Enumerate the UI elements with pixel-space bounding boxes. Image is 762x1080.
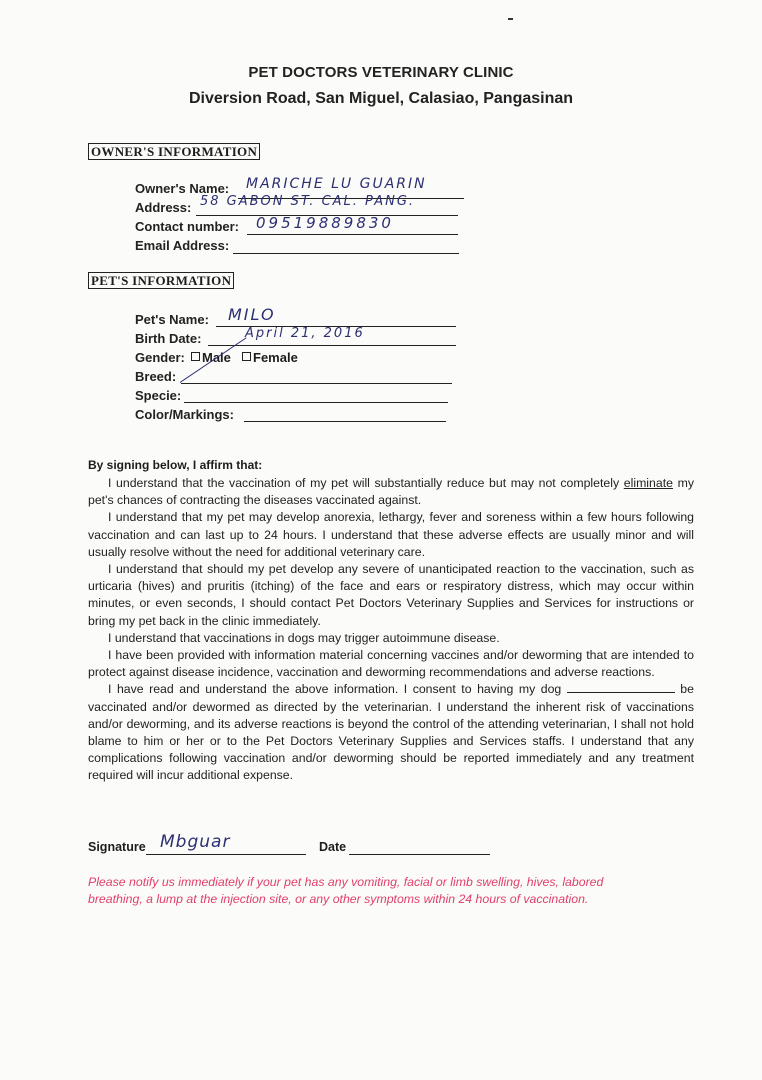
clinic-address: Diversion Road, San Miguel, Calasiao, Pangasinan	[188, 90, 574, 107]
specie-line	[184, 402, 448, 403]
gender-female-option[interactable]	[242, 350, 298, 365]
email-address-label: Email Address:	[135, 238, 230, 253]
dog-name-blank[interactable]	[567, 682, 675, 693]
owner-address-field[interactable]: 58 GABON ST. CAL. PANG.	[200, 194, 416, 209]
owner-name-label: Owner's Name:	[135, 181, 230, 196]
affirmation-body	[88, 475, 694, 785]
contact-number-field[interactable]: 09519889830	[256, 214, 394, 232]
pet-name-field[interactable]: MILO	[228, 305, 276, 324]
owner-section-heading: OWNER'S INFORMATION	[88, 143, 260, 160]
scan-speck	[508, 18, 513, 20]
date-label: Date	[319, 840, 347, 854]
signature-line	[146, 854, 306, 855]
breed-label: Breed:	[135, 369, 177, 384]
gender-label: Gender:	[135, 350, 185, 365]
affirmation-paragraph: I understand that vaccinations in dogs may trigger autoimmune disease.	[108, 630, 500, 645]
signature-label: Signature	[88, 840, 146, 854]
email-address-line	[233, 253, 459, 254]
female-checkbox[interactable]	[242, 352, 251, 361]
notice-text: Please notify us immediately if your pet has any vomiting, facial or limb swelling, hives, labored breathing, a lump at the injection site, or any other symptoms within 24 hours of vaccination.	[88, 875, 604, 906]
birth-date-label: Birth Date:	[135, 331, 202, 346]
pet-name-label: Pet's Name:	[135, 312, 209, 327]
date-line	[349, 854, 490, 855]
color-markings-label: Color/Markings:	[135, 407, 234, 422]
female-label: Female	[253, 350, 298, 365]
affirmation-paragraph: I understand that the vaccination of my pet will substantially reduce but may not completely eliminate my pet's chances of contracting the diseases vaccinated against.	[88, 476, 695, 508]
contact-number-line	[247, 234, 458, 235]
specie-label: Specie:	[135, 388, 182, 403]
clinic-name: PET DOCTORS VETERINARY CLINIC	[248, 64, 514, 81]
color-markings-line	[244, 421, 446, 422]
male-checkbox[interactable]	[191, 352, 200, 361]
birth-date-line	[208, 345, 456, 346]
underlined-word: eliminate	[623, 476, 673, 490]
affirmation-paragraph: I have been provided with information material concerning vaccines and/or deworming that are intended to protect against disease incidence, vaccination and deworming recommendations and adverse reactions.	[88, 648, 694, 680]
owner-address-label: Address:	[135, 200, 192, 215]
male-label: Male	[202, 350, 231, 365]
pet-section-heading: PET'S INFORMATION	[88, 272, 234, 289]
signature-field[interactable]: Mbguar	[160, 832, 231, 852]
contact-number-label: Contact number:	[135, 219, 239, 234]
affirmation-paragraph: I understand that should my pet develop any severe of unanticipated reaction to the vaccination, such as urticaria (hives) and pruritis (itching) of the face and ears or respiratory distress, which may occur within minutes, or even seconds, I should contact Pet Doctors Veterinary Supplies and Services for instructions or bring my pet back in the clinic immediately.	[88, 562, 694, 628]
affirmation-paragraph: I understand that my pet may develop anorexia, lethargy, fever and soreness within a few hours following vaccination and can last up to 24 hours. I understand that these adverse effects are usually minor and will usually resolve without the need for additional veterinary care.	[88, 510, 694, 559]
owner-name-field[interactable]: MARICHE LU GUARIN	[246, 176, 427, 192]
affirmation-heading: By signing below, I affirm that:	[88, 458, 263, 472]
affirmation-paragraph: I have read and understand the above information. I consent to having my dog be vaccinated and/or dewormed as directed by the veterinarian. I understand the inherent risk of vaccinations and/or deworming, and its adverse reactions is beyond the control of the attending veterinarian, I shall not hold blame to him or her or to the Pet Doctors Veterinary Supplies and Services staffs. I understand that any complications following vaccination and/or deworming should be reported immediately and any treatment required will incur additional expense.	[88, 682, 694, 783]
breed-line	[181, 383, 452, 384]
birth-date-field[interactable]: April 21, 2016	[245, 326, 365, 341]
